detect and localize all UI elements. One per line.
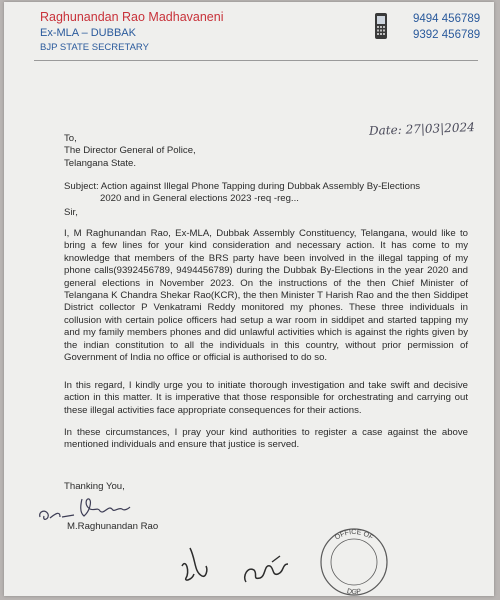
letterhead-secretary: BJP STATE SECRETARY xyxy=(40,42,149,53)
seal-bottom-text: DGP xyxy=(346,588,362,596)
letter-page xyxy=(4,2,494,596)
office-seal-stamp xyxy=(304,516,404,596)
phone-number-2: 9392 456789 xyxy=(413,29,481,41)
svg-text:DGP xyxy=(346,588,362,596)
recipient-address xyxy=(64,133,196,170)
signatory-name: M.Raghunandan Rao xyxy=(67,521,159,532)
mobile-phone-icon xyxy=(374,12,388,40)
seal-top-text: OFFICE OF xyxy=(333,528,375,542)
address-line-2: Telangana State. xyxy=(64,157,137,169)
subject-continuation: 2020 and in General elections 2023 -req -reg... xyxy=(100,193,299,204)
receiving-signature xyxy=(176,536,306,588)
header-divider xyxy=(34,60,478,61)
letterhead-name: Raghunandan Rao Madhavaneni xyxy=(40,10,224,24)
body-paragraph-2: In this regard, I kindly urge you to initiate thorough investigation and take swift and decisive action in this matter. It is imperative that those responsible for orchestrating and carrying out these illegal activities face appropriate consequences for their actions. xyxy=(64,380,468,416)
subject-line: Subject: Action against Illegal Phone Tapping during Dubbak Assembly By-Elections xyxy=(64,181,421,192)
body-paragraph-3: In these circumstances, I pray your kind authorities to register a case against the above mentioned individuals and ensure that justice is served. xyxy=(64,427,468,451)
body-paragraph-1: I, M Raghunandan Rao, Ex-MLA, Dubbak Assembly Constituency, Telangana, would like to bring a few lines for your kind consideration and necessary action. It has come to my knowledge that members of the BRS party have been involved in the illegal tapping of my phone calls(9392456789, 9494456789) during the Dubbak By-Elections in the year 2020 and general elections in November 2023. On the instructions of the then Chief Minister of Telangana K Chandra Shekar Rao(KCR), the then Minister T Harish Rao and the then Siddipet District collector P Venkatrami Reddy monitored my phones. These three individuals in collusion with certain police officers had setup a war room in siddipet and started tapping my and my family members phones and did unlawful activities which is against the rights given by the indian constitution to all the individuals in this country, without prior permission of Government of India no office or official is authorised to do so. xyxy=(64,228,468,364)
address-line-1: The Director General of Police, xyxy=(64,145,196,157)
phone-number-1: 9494 456789 xyxy=(413,13,481,25)
salutation: Sir, xyxy=(64,207,78,218)
letterhead-role: Ex-MLA – DUBBAK xyxy=(40,27,136,39)
svg-text:OFFICE OF xyxy=(334,529,374,542)
closing: Thanking You, xyxy=(64,481,125,492)
address-to: To, xyxy=(64,133,77,144)
handwritten-date: Date: 27|03|2024 xyxy=(368,120,475,138)
